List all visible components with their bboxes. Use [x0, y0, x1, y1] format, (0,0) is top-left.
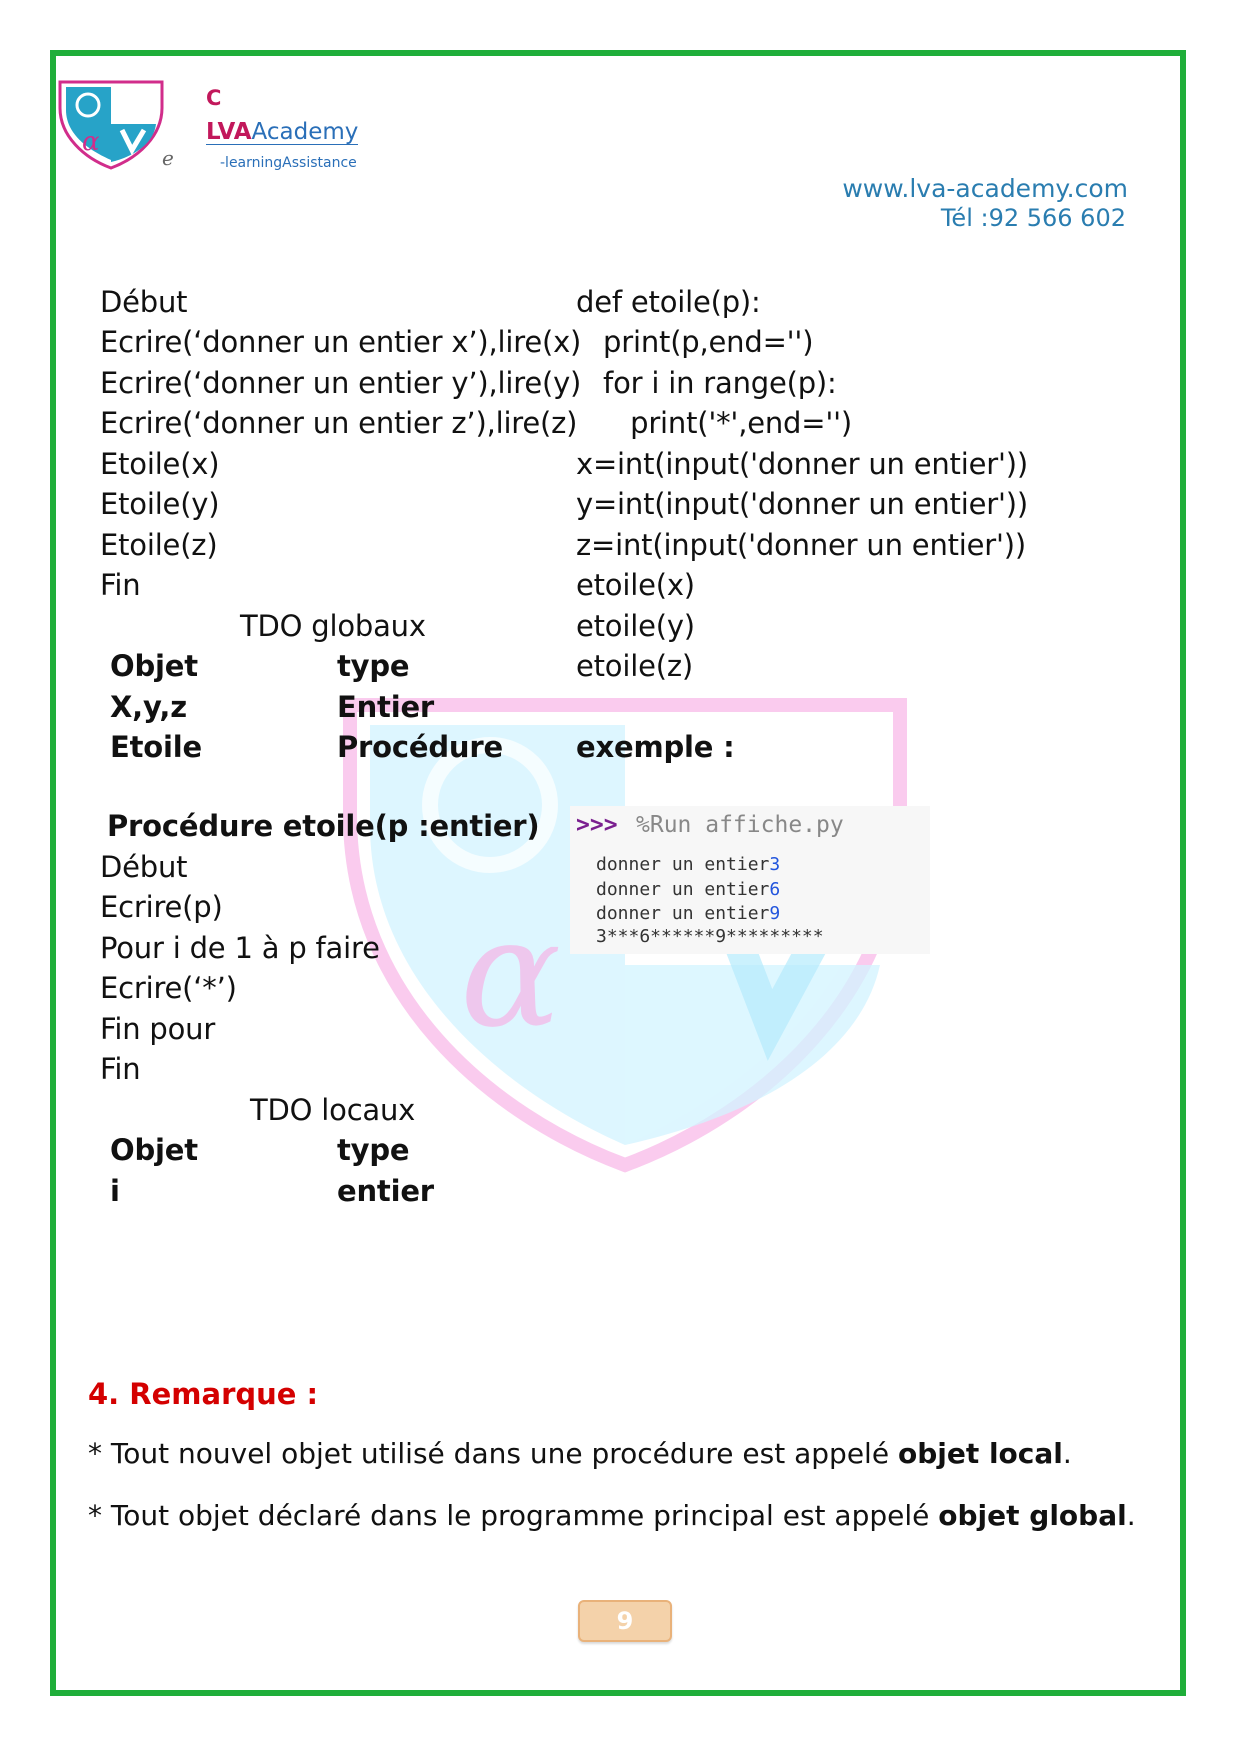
algo-line: Etoile(x) [100, 447, 220, 481]
page-number: 9 [578, 1600, 672, 1642]
algo-line: Etoile(z) [100, 528, 218, 562]
algo-line: Début [100, 285, 188, 319]
brand-e: e [162, 146, 174, 170]
brand-lva: LVA [206, 119, 252, 145]
procedure-line: Fin [100, 1052, 141, 1086]
algo-line: Ecrire(‘donner un entier x’),lire(x) [100, 325, 582, 359]
algo-line: Fin [100, 568, 141, 602]
tdo-cell: i [110, 1174, 120, 1208]
shell-command: %Run affiche.py [636, 812, 844, 838]
tdo-cell: Procédure [337, 730, 503, 764]
procedure-line: Pour i de 1 à p faire [100, 931, 380, 965]
tdo-header-type: type [337, 1133, 410, 1167]
tdo-cell: Etoile [110, 730, 202, 764]
console-output-line: donner un entier6 [596, 879, 781, 900]
brand-academy: Academy [251, 119, 359, 145]
tdo-locaux-title: TDO locaux [250, 1093, 416, 1127]
remark-heading: 4. Remarque : [88, 1377, 319, 1411]
console-output-line: donner un entier9 [596, 903, 781, 924]
academy-logo-icon [58, 78, 164, 170]
website-link[interactable]: www.lva-academy.com [842, 174, 1128, 203]
tdo-cell: entier [337, 1174, 434, 1208]
console-output-line: donner un entier3 [596, 854, 781, 875]
remark-paragraph-global: * Tout objet déclaré dans le programme principal est appelé objet global. [88, 1499, 1136, 1532]
brand-subtitle: -learningAssistance [220, 155, 357, 171]
tdo-header-objet: Objet [110, 1133, 198, 1167]
shell-prompt: >>> [576, 812, 618, 838]
python-line: print('*',end='') [576, 406, 853, 440]
python-line: y=int(input('donner un entier')) [576, 487, 1028, 521]
python-line: def etoile(p): [576, 285, 761, 319]
python-line: etoile(y) [576, 609, 695, 643]
python-line: print(p,end='') [576, 325, 814, 359]
procedure-line: Fin pour [100, 1012, 216, 1046]
algo-line: Ecrire(‘donner un entier y’),lire(y) [100, 366, 582, 400]
python-line: x=int(input('donner un entier')) [576, 447, 1028, 481]
remark-paragraph-local: * Tout nouvel objet utilisé dans une procédure est appelé objet local. [88, 1437, 1072, 1470]
svg-text:α: α [82, 127, 100, 157]
brand-c: C [206, 86, 222, 110]
procedure-line: Ecrire(‘*’) [100, 971, 237, 1005]
tdo-cell: X,y,z [110, 690, 187, 724]
phone-number: Tél :92 566 602 [940, 204, 1126, 232]
procedure-title: Procédure etoile(p :entier) [107, 809, 540, 843]
tdo-cell: Entier [337, 690, 435, 724]
python-line: for i in range(p): [576, 366, 837, 400]
svg-text:α: α [460, 887, 562, 1061]
algo-line: Etoile(y) [100, 487, 220, 521]
example-label: exemple : [576, 730, 735, 764]
shell-console [570, 806, 930, 954]
python-line: etoile(z) [576, 649, 693, 683]
python-line: z=int(input('donner un entier')) [576, 528, 1027, 562]
python-line: etoile(x) [576, 568, 695, 602]
algo-line: Ecrire(‘donner un entier z’),lire(z) [100, 406, 578, 440]
tdo-header-objet: Objet [110, 649, 198, 683]
procedure-line: Début [100, 850, 188, 884]
tdo-header-type: type [337, 649, 410, 683]
tdo-globaux-title: TDO globaux [240, 609, 426, 643]
brand-name [206, 120, 358, 145]
console-result-line: 3***6******9********* [596, 926, 824, 947]
procedure-line: Ecrire(p) [100, 890, 223, 924]
